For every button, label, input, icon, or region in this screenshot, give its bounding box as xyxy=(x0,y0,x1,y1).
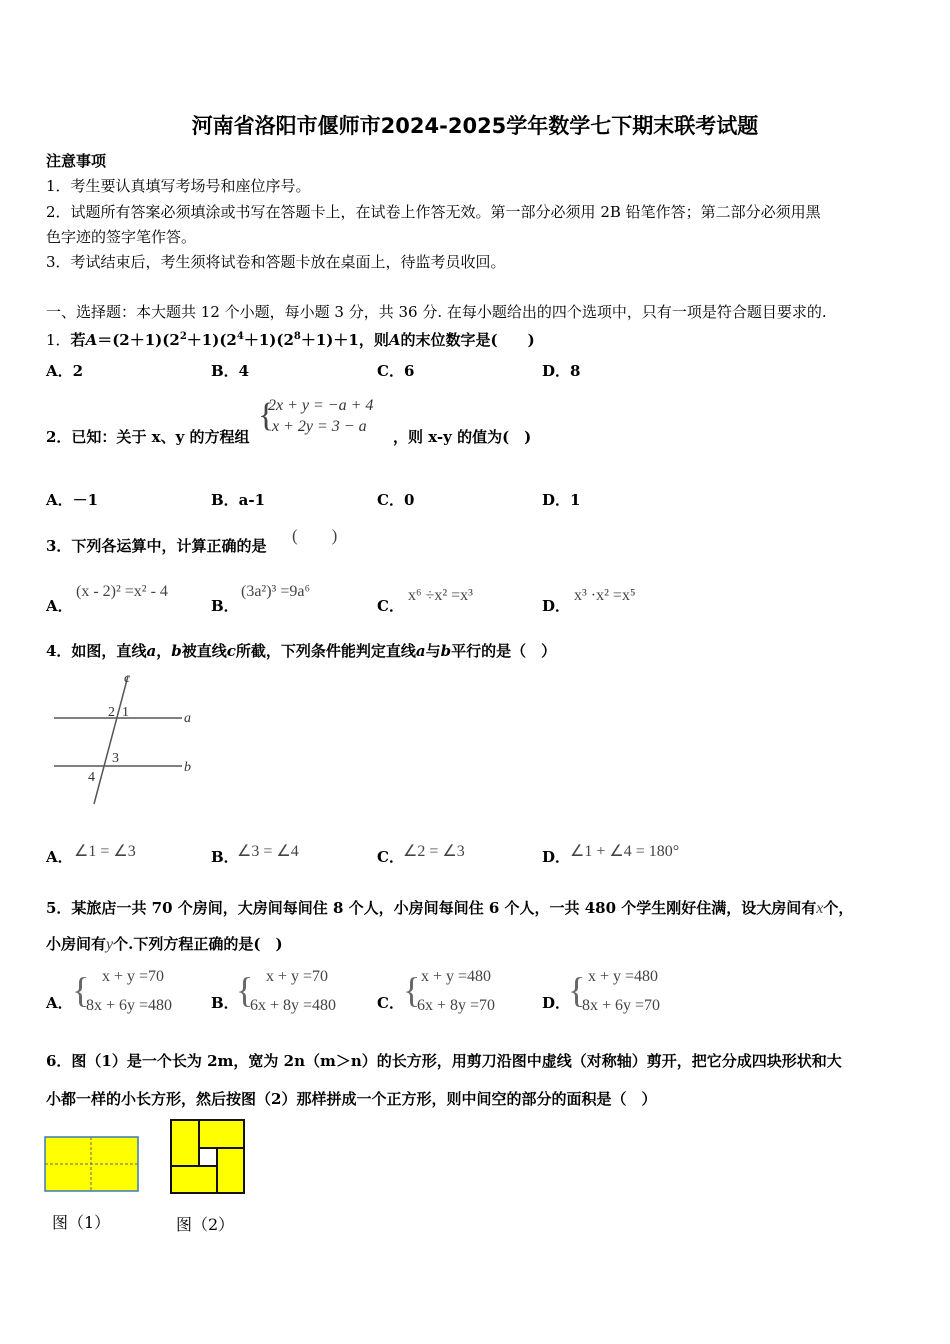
q6-figure-2-caption: 图（2） xyxy=(176,1215,235,1234)
line-c xyxy=(94,676,128,804)
q2-eq-2: x + 2y = 3 − a xyxy=(272,418,367,435)
q4-option-a-label[interactable]: A． xyxy=(46,848,73,866)
q5-option-c-eq-2: 6x + 8y =70 xyxy=(417,997,496,1014)
q1-mid-2: ＋1)(2 xyxy=(243,331,294,349)
q4-and: 与 xyxy=(425,642,441,660)
q5-option-c-label[interactable]: C． xyxy=(377,994,404,1012)
q1-expr: ＝(2＋1)(2 xyxy=(97,331,180,349)
q5-option-b-label[interactable]: B． xyxy=(211,994,239,1012)
q2-option-a[interactable]: A．－1 xyxy=(46,491,99,509)
q4-option-d-label[interactable]: D． xyxy=(542,848,571,866)
q1-exp-2: 4 xyxy=(236,331,244,342)
q1-option-a[interactable]: A．2 xyxy=(46,362,84,380)
q5-option-b-brace: { xyxy=(236,970,254,1010)
page-title: 河南省洛阳市偃师市2024-2025学年数学七下期末联考试题 xyxy=(191,114,759,138)
q6-fig2-hole xyxy=(199,1148,217,1166)
q1-var-a-2: A xyxy=(388,331,401,349)
q4-option-b-expr: ∠3 = ∠4 xyxy=(237,843,299,860)
q1-exp-1: 2 xyxy=(179,331,187,342)
q3-paren: ( ) xyxy=(292,526,338,545)
angle-1: 1 xyxy=(122,705,129,720)
q3-option-c-label[interactable]: C． xyxy=(377,597,404,615)
q4-option-c-label[interactable]: C． xyxy=(377,848,404,866)
notice-item-1: 1．考生要认真填写考场号和座位序号。 xyxy=(46,177,311,195)
q4-mid: 被直线 xyxy=(181,642,227,660)
q5-line-1b: 个， xyxy=(823,899,854,917)
q1-option-d[interactable]: D．8 xyxy=(542,362,581,380)
q4-var-b: b xyxy=(171,642,182,660)
q1-exp-3: 8 xyxy=(293,331,301,342)
notice-item-2: 2．试题所有答案必须填涂或书写在答题卡上，在试卷上作答无效。第一部分必须用 2B 铅笔作答；第二部分必须用黑 xyxy=(46,203,821,221)
q3-option-a-label[interactable]: A． xyxy=(46,597,73,615)
q5-var-y: y xyxy=(106,936,114,953)
q2-eq-1: 2x + y = −a + 4 xyxy=(268,397,374,414)
q5-option-a-eq-1: x + y =70 xyxy=(102,968,165,985)
question-4 xyxy=(46,640,556,662)
q5-option-d-label[interactable]: D． xyxy=(542,994,571,1012)
q4-option-b-label[interactable]: B． xyxy=(211,848,239,866)
q5-option-d-eq-1: x + y =480 xyxy=(588,968,659,985)
q4-option-d-expr: ∠1 + ∠4 = 180° xyxy=(570,843,680,860)
q3-option-d-label[interactable]: D． xyxy=(542,597,571,615)
q1-mid-3: ＋1)＋1，则 xyxy=(300,331,389,349)
q4-var-a: a xyxy=(146,642,157,660)
angle-2: 2 xyxy=(108,705,115,720)
question-3: 3．下列各运算中，计算正确的是 xyxy=(46,537,267,555)
q4-option-c-expr: ∠2 = ∠3 xyxy=(403,843,465,860)
q3-option-a-expr: (x - 2)² =x² - 4 xyxy=(76,583,168,600)
q3-option-c-expr: x⁶ ÷x² =x³ xyxy=(408,587,473,604)
q5-option-b-eq-1: x + y =70 xyxy=(266,968,329,985)
q5-line-1: 5．某旅店一共 70 个房间，大房间每间住 8 个人，小房间每间住 6 个人，一共 480 个学生刚好住满，设大房间有 xyxy=(46,899,817,917)
q4-pre: 4．如图，直线 xyxy=(46,642,147,660)
label-c: c xyxy=(124,671,131,686)
q5-option-a-brace: { xyxy=(72,970,90,1010)
q1-option-b[interactable]: B．4 xyxy=(211,362,250,380)
angle-3: 3 xyxy=(112,751,119,766)
q6-figure-1 xyxy=(44,1136,140,1192)
q6-figure-2 xyxy=(170,1119,246,1195)
q5-option-d-brace: { xyxy=(568,970,586,1010)
q5-line-2b: 个.下列方程正确的是( ) xyxy=(113,935,283,953)
q5-option-c-eq-1: x + y =480 xyxy=(421,968,492,985)
q5-option-c-brace: { xyxy=(403,970,421,1010)
q1-option-c[interactable]: C．6 xyxy=(377,362,415,380)
q5-option-a-eq-2: 8x + 6y =480 xyxy=(86,997,173,1014)
question-2: 2．已知：关于 x、y 的方程组 xyxy=(46,428,250,446)
q4-figure xyxy=(44,668,214,808)
q4-option-a-expr: ∠1 = ∠3 xyxy=(74,843,136,860)
q5-option-a-label[interactable]: A． xyxy=(46,994,73,1012)
question-6: 6．图（1）是一个长为 2m，宽为 2n（m＞n）的长方形，用剪刀沿图中虚线（对称轴）剪开，把它分成四块形状和大 xyxy=(46,1052,842,1070)
q1-var-a: A xyxy=(85,331,98,349)
q6-figure-1-caption: 图（1） xyxy=(52,1213,111,1232)
label-a: a xyxy=(184,711,191,726)
q5-var-x: x xyxy=(816,900,824,917)
q4-mid-2: 所截，下列条件能判定直线 xyxy=(235,642,416,660)
notice-item-2-cont: 色字迹的签字笔作答。 xyxy=(46,228,197,246)
question-5-cont xyxy=(46,933,283,956)
q4-var-c: c xyxy=(226,642,236,660)
q1-post: 的末位数字是( ) xyxy=(400,331,535,349)
q2-option-d[interactable]: D．1 xyxy=(542,491,581,509)
notice-item-3: 3．考试结束后，考生须将试卷和答题卡放在桌面上，待监考员收回。 xyxy=(46,253,506,271)
question-6-cont: 小都一样的小长方形，然后按图（2）那样拼成一个正方形，则中间空的部分的面积是（ ） xyxy=(46,1090,657,1108)
q2-option-b[interactable]: B．a-1 xyxy=(211,491,266,509)
q5-line-2a: 小房间有 xyxy=(46,935,107,953)
q3-option-d-expr: x³ ·x² =x⁵ xyxy=(574,587,636,604)
section-heading: 一、选择题：本大题共 12 个小题，每小题 3 分，共 36 分. 在每小题给出的四个选项中，只有一项是符合题目要求的. xyxy=(46,303,827,321)
q5-option-b-eq-2: 6x + 8y =480 xyxy=(250,997,337,1014)
q1-num: 1． xyxy=(46,331,71,349)
angle-4: 4 xyxy=(88,770,95,785)
q4-sep: ， xyxy=(156,642,172,660)
q4-var-a-2: a xyxy=(415,642,426,660)
question-5 xyxy=(46,897,853,920)
q5-option-d-eq-2: 8x + 6y =70 xyxy=(582,997,661,1014)
question-1 xyxy=(46,326,535,351)
label-b: b xyxy=(184,760,191,775)
q4-var-b-2: b xyxy=(440,642,452,660)
notice-heading: 注意事项 xyxy=(46,152,107,170)
q3-option-b-label[interactable]: B． xyxy=(211,597,239,615)
q2-option-c[interactable]: C．0 xyxy=(377,491,415,509)
q1-pre: 若 xyxy=(70,331,86,349)
q2-brace: { xyxy=(258,397,275,434)
q1-mid-1: ＋1)(2 xyxy=(186,331,237,349)
q3-option-b-expr: (3a²)³ =9a⁶ xyxy=(241,583,311,600)
q4-post: 平行的是（ ） xyxy=(451,642,557,660)
q2-post: ，则 x-y 的值为( ) xyxy=(393,428,532,446)
